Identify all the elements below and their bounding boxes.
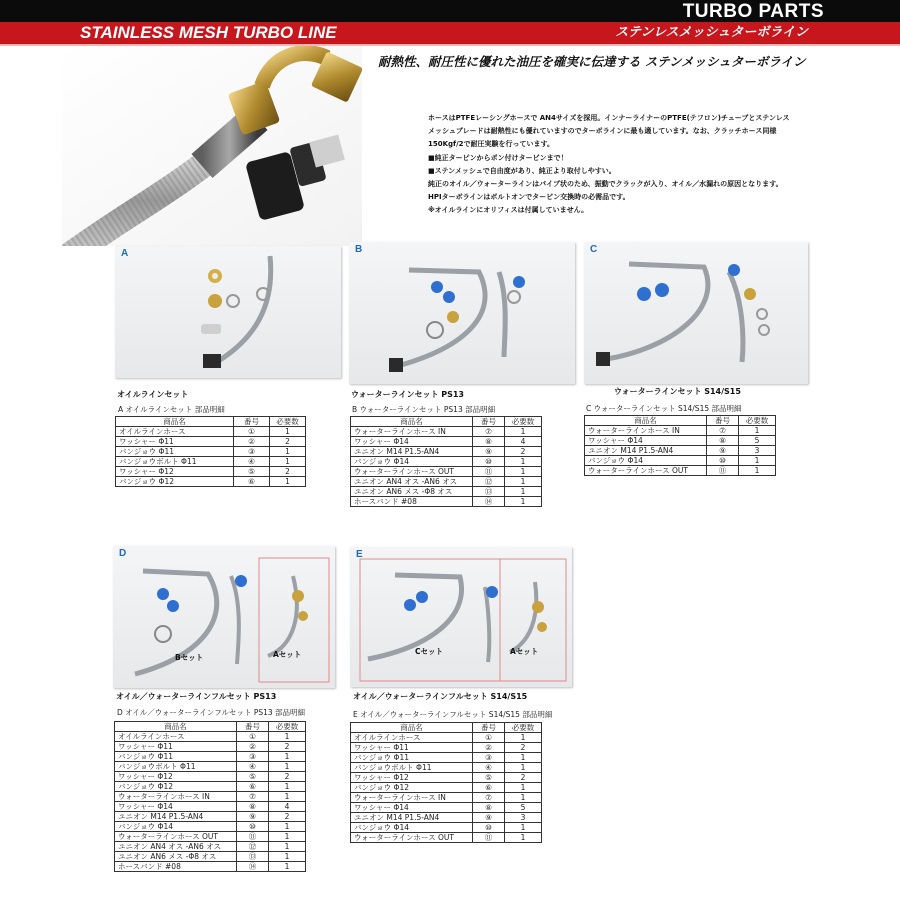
cell-qty: 1 — [505, 753, 542, 763]
brand-title: TURBO PARTS — [682, 1, 824, 22]
table-row — [115, 802, 306, 812]
cell-no: ⑩ — [237, 822, 269, 832]
table-row — [351, 783, 542, 793]
cell-name: バンジョウ Φ12 — [351, 783, 473, 793]
col-no: 番号 — [473, 723, 505, 733]
col-no: 番号 — [237, 722, 269, 732]
cell-no: ⑬ — [473, 487, 505, 497]
photo-set-b — [349, 242, 575, 384]
parts-table-e — [350, 722, 542, 843]
cell-no: ⑤ — [234, 467, 270, 477]
col-name: 商品名 — [116, 417, 234, 427]
cell-no: ⑩ — [707, 456, 739, 466]
line-title-jp: ステンレスメッシュターボライン — [615, 25, 808, 40]
cell-no: ⑥ — [473, 783, 505, 793]
cell-name: バンジョウボルト Φ11 — [351, 763, 473, 773]
cell-qty: 1 — [269, 822, 306, 832]
cell-no: ⑭ — [237, 862, 269, 872]
cell-no: ⑪ — [473, 467, 505, 477]
cell-qty: 1 — [269, 832, 306, 842]
table-c-title: C ウォーターラインセット S14/S15 部品明細 — [586, 404, 742, 413]
cell-qty: 1 — [739, 466, 776, 476]
table-row — [116, 437, 306, 447]
table-d-title: D オイル／ウォーターラインフルセット PS13 部品明細 — [117, 708, 306, 717]
col-no: 番号 — [234, 417, 270, 427]
cell-qty: 2 — [269, 812, 306, 822]
cell-name: ワッシャー Φ12 — [116, 467, 234, 477]
cell-name: ワッシャー Φ14 — [115, 802, 237, 812]
cell-qty: 1 — [505, 823, 542, 833]
intro-line: HPIターボラインはボルトオンでタービン交換時の必需品です。 — [428, 193, 630, 202]
cell-qty: 1 — [269, 852, 306, 862]
photo-letter: C — [590, 244, 598, 255]
table-row — [351, 763, 542, 773]
intro-line: 純正のオイル／ウォーターラインはパイプ状のため、振動でクラックが入り、オイル／水漏れの原因となります。 — [428, 180, 783, 189]
cell-no: ⑪ — [707, 466, 739, 476]
table-row — [351, 823, 542, 833]
photo-set-a — [115, 246, 341, 378]
table-row — [115, 862, 306, 872]
cell-no: ⑥ — [237, 782, 269, 792]
intro-line: ホースはPTFEレーシングホースで AN4サイズを採用。インナーライナーのPTFE(テフロン)チューブとステンレス — [428, 114, 790, 122]
cell-qty: 2 — [269, 742, 306, 752]
cell-no: ② — [473, 743, 505, 753]
table-row — [115, 812, 306, 822]
cell-name: ワッシャー Φ12 — [115, 772, 237, 782]
table-row — [585, 436, 776, 446]
table-row — [115, 782, 306, 792]
cell-name: オイルラインホース — [116, 427, 234, 437]
table-row — [115, 772, 306, 782]
cell-name: ユニオン M14 P1.5-AN4 — [351, 447, 473, 457]
cell-no: ⑩ — [473, 823, 505, 833]
cell-no: ⑥ — [234, 477, 270, 487]
cell-no: ⑨ — [473, 447, 505, 457]
cell-no: ④ — [473, 763, 505, 773]
label-b-set: Bセット — [175, 653, 204, 662]
cell-name: バンジョウ Φ11 — [116, 447, 234, 457]
cell-no: ⑤ — [473, 773, 505, 783]
table-row — [351, 773, 542, 783]
cell-name: ユニオン M14 P1.5-AN4 — [585, 446, 707, 456]
cell-qty: 4 — [505, 437, 542, 447]
cell-qty: 1 — [505, 793, 542, 803]
cell-name: ユニオン AN6 メス -Φ8 オス — [351, 487, 473, 497]
cell-qty: 2 — [269, 772, 306, 782]
photo-caption-d: オイル／ウォーターラインフルセット PS13 — [116, 692, 277, 701]
cell-name: ユニオン M14 P1.5-AN4 — [351, 813, 473, 823]
cell-qty: 5 — [739, 436, 776, 446]
cell-qty: 1 — [269, 862, 306, 872]
intro-line: ※オイルラインにオリフィスは付属していません。 — [428, 206, 589, 215]
table-row — [115, 852, 306, 862]
table-row — [116, 457, 306, 467]
cell-name: ウォーターラインホース OUT — [115, 832, 237, 842]
table-row — [585, 446, 776, 456]
photo-letter: A — [121, 248, 129, 259]
cell-qty: 1 — [269, 792, 306, 802]
photo-caption-e: オイル／ウォーターラインフルセット S14/S15 — [353, 692, 528, 701]
intro-line: 150Kgf/2で耐圧実験を行っています。 — [428, 140, 554, 149]
table-row — [351, 427, 542, 437]
table-a-title: A オイルラインセット 部品明細 — [118, 405, 225, 414]
cell-name: バンジョウ Φ14 — [351, 457, 473, 467]
cell-name: ウォーターラインホース IN — [585, 426, 707, 436]
cell-qty: 2 — [505, 773, 542, 783]
photo-caption-c: ウォーターラインセット S14/S15 — [614, 387, 741, 396]
cell-name: ウォーターラインホース OUT — [585, 466, 707, 476]
cell-name: ワッシャー Φ14 — [585, 436, 707, 446]
table-row — [585, 466, 776, 476]
cell-qty: 2 — [505, 743, 542, 753]
cell-name: ワッシャー Φ14 — [351, 803, 473, 813]
parts-table-a — [115, 416, 306, 487]
cell-no: ③ — [234, 447, 270, 457]
table-row — [351, 467, 542, 477]
table-row — [115, 762, 306, 772]
photo-letter: B — [355, 244, 363, 255]
cell-qty: 3 — [739, 446, 776, 456]
table-row — [351, 753, 542, 763]
col-qty: 必要数 — [270, 417, 306, 427]
table-e-title: E オイル／ウォーターラインフルセット S14/S15 部品明細 — [353, 710, 553, 719]
cell-no: ⑦ — [473, 793, 505, 803]
cell-qty: 1 — [505, 497, 542, 507]
cell-qty: 2 — [270, 437, 306, 447]
cell-name: オイルラインホース — [115, 732, 237, 742]
table-row — [351, 457, 542, 467]
table-b-title: B ウォーターラインセット PS13 部品明細 — [352, 405, 496, 414]
col-no: 番号 — [707, 416, 739, 426]
table-row — [351, 833, 542, 843]
cell-no: ⑦ — [473, 427, 505, 437]
cell-qty: 2 — [505, 447, 542, 457]
table-row — [351, 477, 542, 487]
cell-no: ② — [234, 437, 270, 447]
table-row — [115, 792, 306, 802]
cell-name: ユニオン AN6 メス -Φ8 オス — [115, 852, 237, 862]
cell-name: ウォーターラインホース IN — [351, 427, 473, 437]
cell-qty: 1 — [505, 427, 542, 437]
cell-qty: 1 — [505, 783, 542, 793]
hero-product-photo — [62, 46, 362, 246]
cell-no: ⑭ — [473, 497, 505, 507]
cell-qty: 1 — [269, 782, 306, 792]
table-row — [351, 487, 542, 497]
cell-name: ウォーターラインホース OUT — [351, 833, 473, 843]
cell-qty: 1 — [505, 763, 542, 773]
cell-name: ワッシャー Φ11 — [115, 742, 237, 752]
table-row — [115, 832, 306, 842]
cell-qty: 1 — [269, 762, 306, 772]
table-row — [115, 822, 306, 832]
cell-name: バンジョウボルト Φ11 — [116, 457, 234, 467]
cell-qty: 3 — [505, 813, 542, 823]
cell-no: ⑪ — [473, 833, 505, 843]
cell-no: ⑦ — [237, 792, 269, 802]
photo-caption-a: オイルラインセット — [117, 390, 189, 399]
line-title-en: STAINLESS MESH TURBO LINE — [80, 23, 337, 42]
cell-qty: 1 — [270, 457, 306, 467]
photo-letter: D — [119, 548, 127, 559]
cell-name: ウォーターラインホース OUT — [351, 467, 473, 477]
intro-line: ■ステンメッシュで自由度があり、純正より取付しやすい。 — [428, 166, 616, 175]
cell-qty: 1 — [505, 833, 542, 843]
cell-name: バンジョウ Φ14 — [351, 823, 473, 833]
tagline: 耐熱性、耐圧性に優れた油圧を確実に伝達する ステンメッシュターボライン — [378, 54, 806, 69]
table-row — [116, 447, 306, 457]
cell-name: ホースバンド #08 — [351, 497, 473, 507]
parts-table-b — [350, 416, 542, 507]
cell-name: ワッシャー Φ12 — [351, 773, 473, 783]
cell-name: バンジョウ Φ14 — [115, 822, 237, 832]
cell-no: ⑫ — [237, 842, 269, 852]
intro-line: メッシュブレードは耐熱性にも優れていますのでターボラインに最も適しています。なお、クラッチホース同様 — [428, 127, 777, 136]
intro-text — [428, 112, 818, 218]
table-row — [351, 743, 542, 753]
photo-letter: E — [356, 549, 363, 560]
cell-no: ⑧ — [473, 437, 505, 447]
photo-set-e — [350, 547, 572, 687]
col-name: 商品名 — [351, 417, 473, 427]
cell-no: ⑨ — [473, 813, 505, 823]
cell-qty: 1 — [270, 447, 306, 457]
photo-set-c — [584, 242, 808, 384]
table-row — [115, 742, 306, 752]
table-row — [116, 427, 306, 437]
table-row — [116, 467, 306, 477]
table-row — [351, 497, 542, 507]
cell-name: ワッシャー Φ14 — [351, 437, 473, 447]
parts-table-d — [114, 721, 306, 872]
cell-no: ⑧ — [237, 802, 269, 812]
table-row — [585, 426, 776, 436]
table-row — [116, 477, 306, 487]
cell-qty: 1 — [505, 477, 542, 487]
col-no: 番号 — [473, 417, 505, 427]
table-row — [351, 447, 542, 457]
col-qty: 必要数 — [269, 722, 306, 732]
cell-name: ホースバンド #08 — [115, 862, 237, 872]
cell-qty: 2 — [270, 467, 306, 477]
cell-name: バンジョウ Φ11 — [351, 753, 473, 763]
cell-no: ① — [234, 427, 270, 437]
cell-no: ① — [473, 733, 505, 743]
cell-qty: 1 — [505, 467, 542, 477]
cell-name: バンジョウ Φ14 — [585, 456, 707, 466]
cell-qty: 4 — [269, 802, 306, 812]
cell-no: ⑨ — [237, 812, 269, 822]
col-name: 商品名 — [115, 722, 237, 732]
cell-no: ⑨ — [707, 446, 739, 456]
cell-no: ⑧ — [707, 436, 739, 446]
cell-qty: 1 — [505, 733, 542, 743]
cell-no: ② — [237, 742, 269, 752]
cell-qty: 1 — [739, 426, 776, 436]
cell-no: ⑩ — [473, 457, 505, 467]
table-row — [351, 437, 542, 447]
photo-caption-b: ウォーターラインセット PS13 — [351, 390, 464, 399]
cell-name: ワッシャー Φ11 — [116, 437, 234, 447]
cell-name: バンジョウ Φ12 — [115, 782, 237, 792]
cell-name: ユニオン AN4 オス -AN6 オス — [115, 842, 237, 852]
cell-no: ③ — [237, 752, 269, 762]
cell-name: ウォーターラインホース IN — [115, 792, 237, 802]
cell-name: ユニオン AN4 オス -AN6 オス — [351, 477, 473, 487]
label-a-set: Aセット — [510, 647, 539, 656]
cell-name: バンジョウ Φ11 — [115, 752, 237, 762]
table-row — [115, 732, 306, 742]
cell-qty: 1 — [269, 732, 306, 742]
cell-no: ④ — [234, 457, 270, 467]
table-row — [351, 803, 542, 813]
parts-table-c — [584, 415, 776, 476]
label-a-set: Aセット — [273, 650, 302, 659]
cell-qty: 1 — [270, 427, 306, 437]
col-name: 商品名 — [585, 416, 707, 426]
cell-no: ⑬ — [237, 852, 269, 862]
cell-qty: 1 — [739, 456, 776, 466]
intro-line: ■純正ターピンからポン付けタービンまで！ — [428, 153, 568, 162]
col-qty: 必要数 — [505, 417, 542, 427]
cell-qty: 1 — [269, 842, 306, 852]
cell-name: ユニオン M14 P1.5-AN4 — [115, 812, 237, 822]
cell-name: バンジョウ Φ12 — [116, 477, 234, 487]
photo-set-d — [113, 546, 335, 688]
cell-qty: 5 — [505, 803, 542, 813]
cell-no: ① — [237, 732, 269, 742]
table-row — [115, 752, 306, 762]
cell-name: オイルラインホース — [351, 733, 473, 743]
cell-no: ③ — [473, 753, 505, 763]
cell-no: ⑤ — [237, 772, 269, 782]
cell-qty: 1 — [270, 477, 306, 487]
col-qty: 必要数 — [739, 416, 776, 426]
cell-no: ⑫ — [473, 477, 505, 487]
table-row — [351, 813, 542, 823]
cell-qty: 1 — [505, 457, 542, 467]
table-row — [115, 842, 306, 852]
cell-name: ウォーターラインホース IN — [351, 793, 473, 803]
cell-name: バンジョウボルト Φ11 — [115, 762, 237, 772]
cell-qty: 1 — [505, 487, 542, 497]
cell-no: ⑪ — [237, 832, 269, 842]
table-row — [351, 793, 542, 803]
cell-no: ⑦ — [707, 426, 739, 436]
cell-no: ⑧ — [473, 803, 505, 813]
table-row — [585, 456, 776, 466]
cell-qty: 1 — [269, 752, 306, 762]
table-row — [351, 733, 542, 743]
col-name: 商品名 — [351, 723, 473, 733]
col-qty: 必要数 — [505, 723, 542, 733]
cell-name: ワッシャー Φ11 — [351, 743, 473, 753]
label-c-set: Cセット — [415, 647, 444, 656]
cell-no: ④ — [237, 762, 269, 772]
